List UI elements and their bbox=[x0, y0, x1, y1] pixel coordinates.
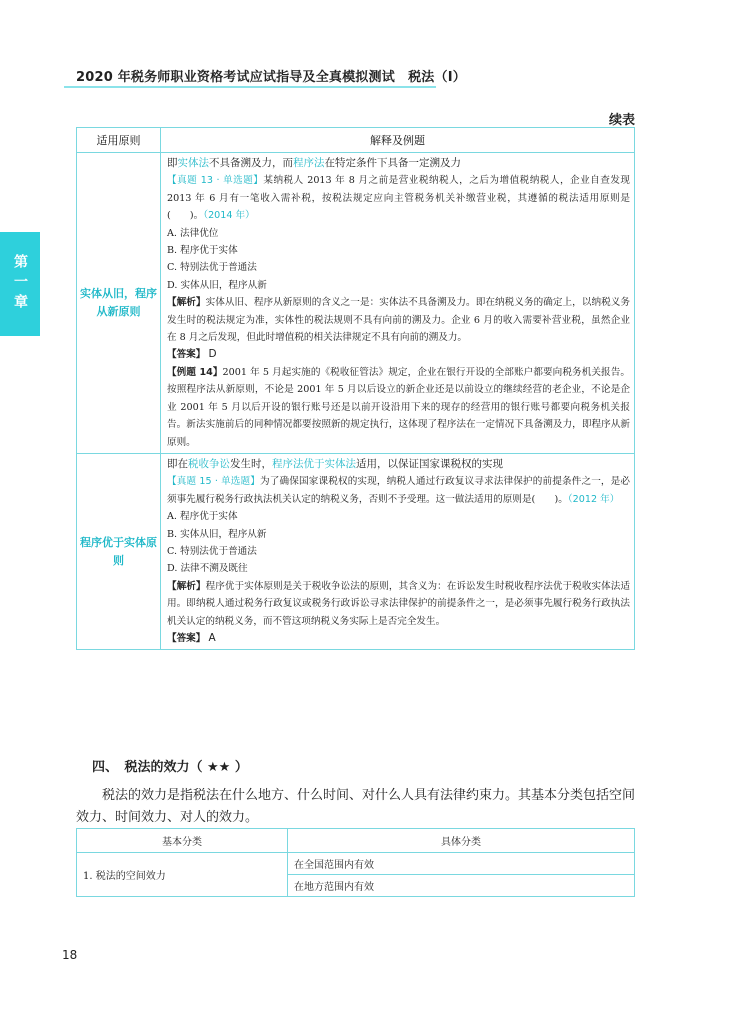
option-a: A. 法律优位 bbox=[167, 227, 219, 239]
principles-table bbox=[76, 127, 635, 650]
option-c: C. 特别法优于普通法 bbox=[167, 262, 257, 274]
column-header-explanation: 解释及例题 bbox=[161, 128, 635, 153]
example: 【例题 14】2001 年 5 月起实施的《税收征管法》规定，企业在银行开设的全部账户都要向税务机关报告。按照程序法从新原则，不论是 2001 年 5 月以后设立的新企业还是以前设立的继续经营的老企业，不论是企业 2001 年 5 月以后开设的银行账号还是以前开设沿用下来的现存的经营用的银行账号都要向税务机关报告。新法实施前后的同种情况都要按照新的规定执行，这体现了程序法在一定情况下具备溯及力，即程序从新原则。 bbox=[167, 366, 630, 448]
item-cell: 在地方范围内有效 bbox=[288, 875, 635, 897]
explanation-cell bbox=[161, 453, 635, 649]
exam-question: 【真题 15 · 单选题】为了确保国家课税权的实现，纳税人通过行政复议寻求法律保护的前提条件之一，是必须事先履行税务行政执法机关认定的纳税义务，否则不予受理。这一做法适用的原则是( )。（2012 年） bbox=[167, 476, 631, 505]
column-header-specific: 具体分类 bbox=[288, 829, 635, 853]
principle-name: 实体从旧，程序从新原则 bbox=[77, 153, 161, 454]
header-rule bbox=[64, 86, 436, 88]
classification-table bbox=[76, 828, 635, 897]
option-a: A. 程序优于实体 bbox=[167, 511, 238, 523]
column-header-principle: 适用原则 bbox=[77, 128, 161, 153]
answer: 【答案】 A bbox=[167, 631, 216, 644]
analysis: 【解析】程序优于实体原则是关于税收争讼法的原则，其含义为：在诉讼发生时税收程序法优于税收实体法适用。即纳税人通过税务行政复议或税务行政诉讼寻求法律保护的前提条件之一，是必须事先履行税务行政执法机关认定的纳税义务，而不管这项纳税义务实际上是否完全发生。 bbox=[167, 580, 631, 627]
exam-question: 【真题 13 · 单选题】某纳税人 2013 年 8 月之前是营业税纳税人，之后为增值税纳税人，企业自查发现 2013 年 6 月有一笔收入需补税，按税法规定应向主管税务机关补缴营业税，其遵循的税法适用原则是( )。（2014 年） bbox=[167, 175, 630, 222]
section-heading: 四、 税法的效力（ ★★ ） bbox=[92, 760, 248, 775]
table-row bbox=[77, 853, 635, 875]
principle-summary: 即在税收争讼发生时，程序法优于实体法适用，以保证国家课税权的实现 bbox=[167, 457, 503, 470]
item-cell: 在全国范围内有效 bbox=[288, 853, 635, 875]
running-header: 2020 年税务师职业资格考试应试指导及全真模拟测试 税法（Ⅰ） bbox=[76, 70, 466, 85]
option-b: B. 实体从旧，程序从新 bbox=[167, 528, 267, 540]
option-b: B. 程序优于实体 bbox=[167, 245, 238, 257]
table-row bbox=[77, 153, 635, 454]
principle-summary: 即实体法不具备溯及力，而程序法在特定条件下具备一定溯及力 bbox=[167, 157, 461, 169]
page-number: 18 bbox=[62, 948, 78, 962]
option-d: D. 实体从旧，程序从新 bbox=[167, 279, 267, 291]
option-c: C. 特别法优于普通法 bbox=[167, 545, 257, 557]
category-cell: 1. 税法的空间效力 bbox=[77, 853, 288, 897]
option-d: D. 法律不溯及既往 bbox=[167, 563, 248, 575]
continued-label: 续表 bbox=[608, 113, 635, 128]
column-header-basic: 基本分类 bbox=[77, 829, 288, 853]
table-row bbox=[77, 453, 635, 649]
explanation-cell bbox=[161, 153, 635, 454]
chapter-side-tab: 第一章 bbox=[0, 232, 40, 336]
answer: 【答案】 D bbox=[167, 348, 217, 361]
principle-name: 程序优于实体原则 bbox=[77, 453, 161, 649]
body-paragraph: 税法的效力是指税法在什么地方、什么时间、对什么人具有法律约束力。其基本分类包括空间效力、时间效力、对人的效力。 bbox=[76, 788, 636, 825]
analysis: 【解析】实体从旧、程序从新原则的含义之一是：实体法不具备溯及力。即在纳税义务的确定上，以纳税义务发生时的税法规定为准，实体性的税法规则不具有向前的溯及力。企业 6 月的收入需要补营业税，虽然企业在 8 月之后发现，但此时增值税的相关法律规定不具有向前的溯及力。 bbox=[167, 297, 631, 344]
